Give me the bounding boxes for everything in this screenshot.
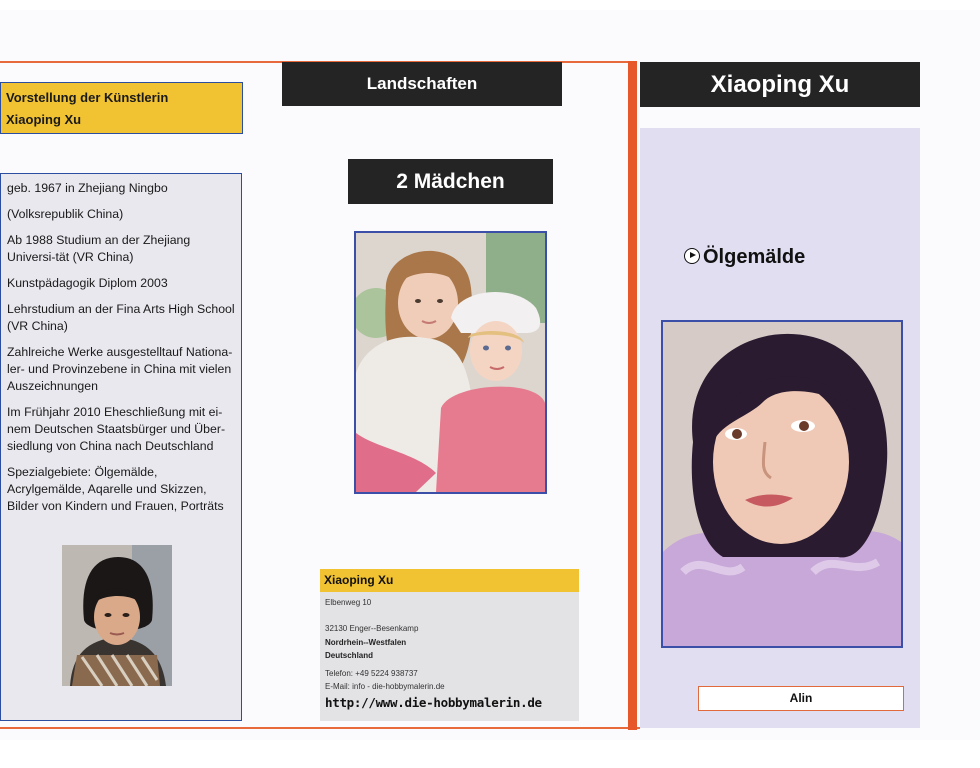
play-circle-icon [684,248,700,264]
painting-title: 2 Mädchen [348,159,553,204]
contact-city: 32130 Enger--Besenkamp [325,624,419,633]
bio-item: Spezialgebiete: Ölgemälde, Acrylgemälde, Aqarelle und Skizzen, Bilder von Kindern und Frauen, Porträts [7,465,224,513]
bio-item: Im Frühjahr 2010 Eheschließung mit ei-nem Deutschen Staatsbürger und Über-siedlung von China nach Deutschland [7,405,226,453]
artist-portrait-photo [62,545,172,686]
bio-item: geb. 1967 in Zhejiang Ningbo [7,181,168,195]
intro-heading: Vorstellung der Künstlerin [6,90,169,105]
orange-divider-bar [628,61,637,730]
two-girls-painting-image [356,233,545,492]
artist-name-title: Xiaoping Xu [640,62,920,107]
contact-state: Nordrhein--Westfalen [325,638,407,647]
category-heading [684,246,805,269]
bio-item: Kunstpädagogik Diplom 2003 [7,276,168,290]
artist-photo-image [62,545,172,686]
bio-item: Lehrstudium an der Fina Arts High School (VR China) [7,302,235,333]
alin-portrait-painting [661,320,903,648]
intro-label-box [0,82,243,134]
alin-painting-image [663,322,901,646]
painting-caption: Alin [698,686,904,711]
intro-artist-name: Xiaoping Xu [6,112,82,127]
contact-street: Elbenweg 10 [325,598,372,607]
bottom-fold-line [0,727,640,729]
category-label: Ölgemälde [703,246,806,268]
landschaften-title: Landschaften [282,62,562,106]
bio-item: Zahlreiche Werke ausgestelltauf Nationa-ler- und Provinzebene in China mit vielen Auszeichnungen [7,345,233,393]
two-girls-painting [354,231,547,494]
contact-box [320,569,579,721]
contact-phone: Telefon: +49 5224 938737 [325,669,418,678]
contact-email: E-Mail: info - die-hobbymalerin.de [325,682,445,691]
contact-name: Xiaoping Xu [320,569,579,592]
bio-item: Ab 1988 Studium an der Zhejiang Universi-tät (VR China) [7,233,191,264]
website-link[interactable]: http://www.die-hobbymalerin.de [325,695,542,710]
bio-item: (Volksrepublik China) [7,207,124,221]
contact-country: Deutschland [325,651,374,660]
